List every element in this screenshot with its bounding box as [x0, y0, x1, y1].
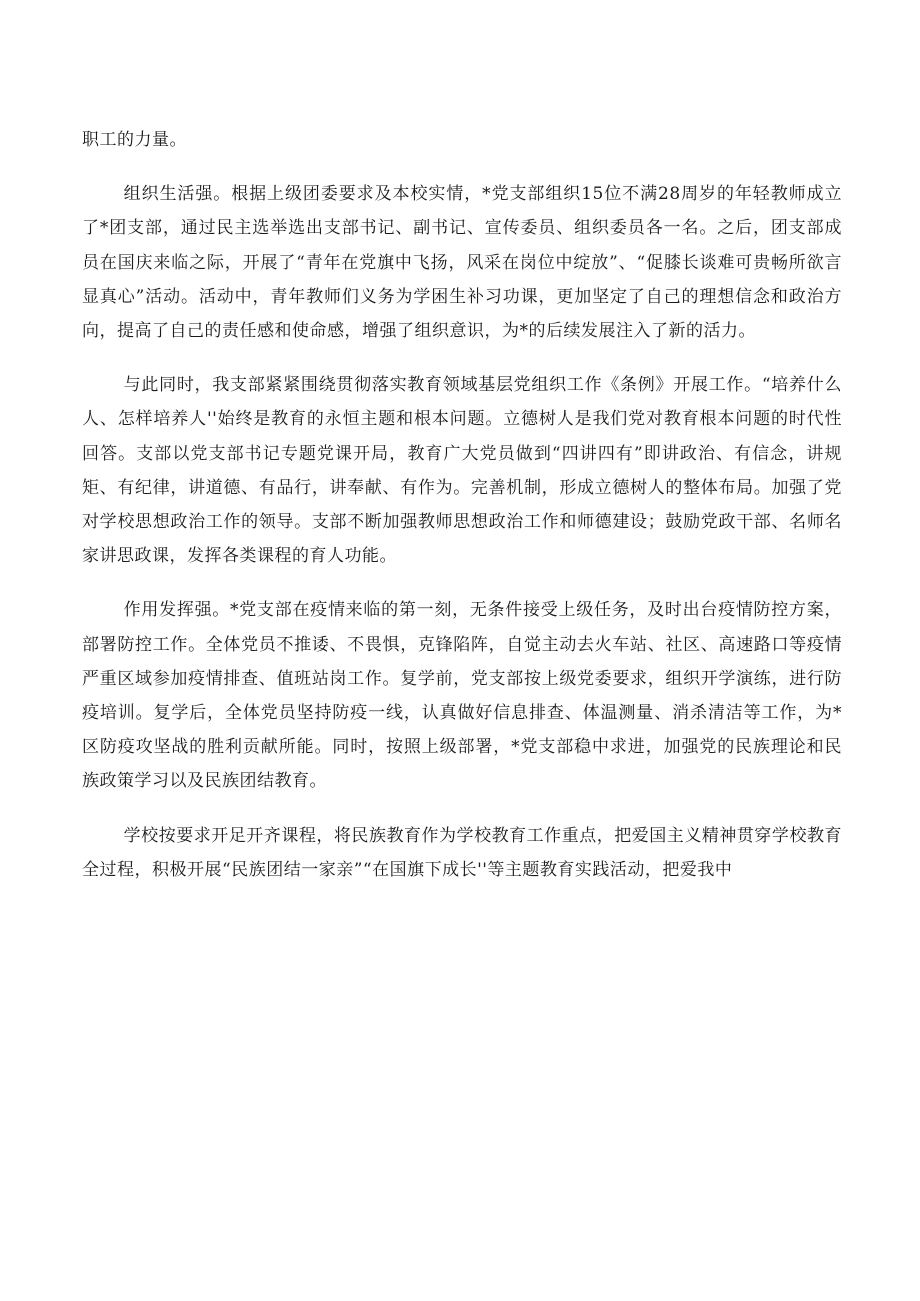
document-body — [82, 123, 842, 907]
paragraph-regulations-work: 与此同时，我支部紧紧围绕贯彻落实教育领域基层党组织工作《条例》开展工作。“培养什么人、怎样培养人''始终是教育的永恒主题和根本问题。立德树人是我们党对教育根本问题的时代性回答。支部以党支部书记专题党课开局，教育广大党员做到“四讲四有”即讲政治、有信念，讲规矩、有纪律，讲道德、有品行，讲奉献、有作为。完善机制，形成立德树人的整体布局。加强了党对学校思想政治工作的领导。支部不断加强教师思想政治工作和师德建设；鼓励党政干部、名师名家讲思政课，发挥各类课程的育人功能。 — [82, 375, 842, 567]
paragraph-school-courses: 学校按要求开足开齐课程，将民族教育作为学校教育工作重点，把爱国主义精神贯穿学校教育全过程，积极开展“民族团结一家亲”“在国旗下成长''等主题教育实践活动，把爱我中 — [82, 825, 842, 880]
paragraph-role-function: 作用发挥强。*党支部在疫情来临的第一刻，无条件接受上级任务，及时出台疫情防控方案，部署防控工作。全体党员不推诿、不畏惧，克锋陷阵，自觉主动去火车站、社区、高速路口等疫情严重区域参加疫情排查、值班站岗工作。复学前，党支部按上级党委要求，组织开学演练，进行防疫培训。复学后，全体党员坚持防疫一线，认真做好信息排查、体温测量、消杀清洁等工作，为*区防疫攻坚战的胜利贡献所能。同时，按照上级部署，*党支部稳中求进，加强党的民族理论和民族政策学习以及民族团结教育。 — [82, 600, 842, 792]
paragraph-organization-life: 组织生活强。根据上级团委要求及本校实情，*党支部组织15位不满28周岁的年轻教师成立了*团支部，通过民主选举选出支部书记、副书记、宣传委员、组织委员各一名。之后，团支部成员在国庆来临之际，开展了“青年在党旗中飞扬，风采在岗位中绽放”、“促膝长谈难可贵畅所欲言显真心”活动。活动中，青年教师们义务为学困生补习功课，更加坚定了自己的理想信念和政治方向，提高了自己的责任感和使命感，增强了组织意识，为*的后续发展注入了新的活力。 — [82, 184, 842, 342]
paragraph-continuation: 职工的力量。 — [82, 130, 187, 150]
